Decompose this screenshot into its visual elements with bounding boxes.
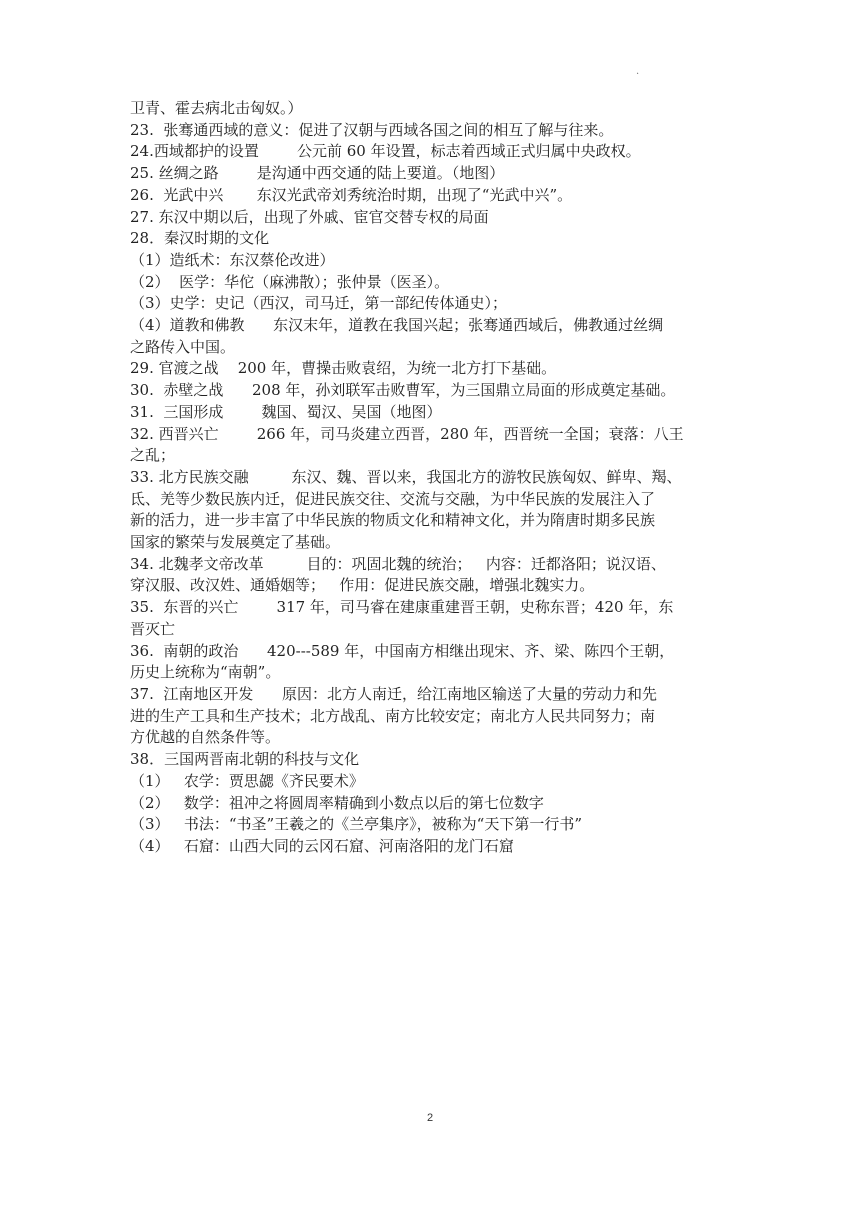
page-number: 2 (426, 1112, 434, 1124)
text-line: （3）史学：史记（西汉，司马迁，第一部纪传体通史）； (130, 294, 508, 313)
text-line: 国家的繁荣与发展奠定了基础。 (130, 533, 341, 552)
text-line: 38．三国两晋南北朝的科技与文化 (130, 750, 360, 769)
text-line: 26. 光武中兴 东汉光武帝刘秀统治时期，出现了“光武中兴”。 (130, 185, 573, 204)
text-line: 之乱； (130, 446, 176, 465)
text-line: （1）造纸术：东汉蔡伦改进） (130, 250, 335, 269)
text-line: （1） 农学：贾思勰《齐民要术》 (130, 771, 364, 790)
text-line: 进的生产工具和生产技术；北方战乱、南方比较安定；南北方人民共同努力；南 (130, 706, 656, 725)
text-line: 35. 东晋的兴亡 317 年，司马睿在建康重建晋王朝，史称东晋；420 年，东 (130, 598, 674, 617)
text-line: 方优越的自然条件等。 (130, 728, 281, 747)
text-line: 历史上统称为“南朝”。 (130, 663, 281, 682)
text-line: （4）道教和佛教 东汉末年，道教在我国兴起；张骞通西域后，佛教通过丝绸 (130, 316, 664, 335)
text-line: 32. 西晋兴亡 266 年，司马炎建立西晋，280 年，西晋统一全国；衰落：八王 (130, 424, 684, 443)
text-line: （4） 石窟：山西大同的云冈石窟、河南洛阳的龙门石窟 (130, 836, 514, 855)
text-line: 29. 官渡之战 200 年，曹操击败袁绍，为统一北方打下基础。 (130, 359, 557, 378)
text-line: 36. 南朝的政治 420---589 年，中国南方相继出现宋、齐、梁、陈四个王朝， (130, 641, 675, 660)
text-line: 31. 三国形成 魏国、蜀汉、吴国（地图） (130, 402, 442, 421)
text-line: 晋灭亡 (130, 619, 176, 638)
text-line: 23. 张骞通西域的意义：促进了汉朝与西域各国之间的相互了解与往来。 (130, 120, 614, 139)
text-line: 穿汉服、改汉姓、通婚姻等； 作用：促进民族交融，增强北魏实力。 (130, 576, 595, 595)
text-line: 37. 江南地区开发 原因：北方人南迁，给江南地区输送了大量的劳动力和先 (130, 684, 658, 703)
header-dot: . (636, 66, 640, 77)
text-line: 氐、羌等少数民族内迁，促进民族交往、交流与交融，为中华民族的发展注入了 (130, 489, 656, 508)
text-line: 28．秦汉时期的文化 (130, 229, 270, 248)
text-line: （2） 数学：祖冲之将圆周率精确到小数点以后的第七位数字 (130, 793, 544, 812)
text-line: 27. 东汉中期以后，出现了外戚、宦官交替专权的局面 (130, 207, 489, 226)
text-line: 33. 北方民族交融 东汉、魏、晋以来，我国北方的游牧民族匈奴、鲜卑、羯、 (130, 467, 682, 486)
document-body (130, 98, 734, 858)
text-line: 新的活力，进一步丰富了中华民族的物质文化和精神文化，并为隋唐时期多民族 (130, 511, 656, 530)
text-line: 之路传入中国。 (130, 337, 236, 356)
text-line: （2） 医学：华佗（麻沸散）；张仲景（医圣）。 (130, 272, 450, 291)
text-line: 24.西域都护的设置 公元前 60 年设置，标志着西域正式归属中央政权。 (130, 142, 641, 161)
text-line: （3） 书法：“书圣”王羲之的《兰亭集序》，被称为“天下第一行书” (130, 815, 583, 834)
text-line: 30. 赤壁之战 208 年，孙刘联军击败曹军，为三国鼎立局面的形成奠定基础。 (130, 381, 676, 400)
text-line: 25. 丝绸之路 是沟通中西交通的陆上要道。（地图） (130, 164, 505, 183)
text-line: 34. 北魏孝文帝改革 目的：巩固北魏的统治； 内容：迁都洛阳；说汉语、 (130, 554, 666, 573)
text-line: 卫青、霍去病北击匈奴。） (130, 99, 303, 117)
